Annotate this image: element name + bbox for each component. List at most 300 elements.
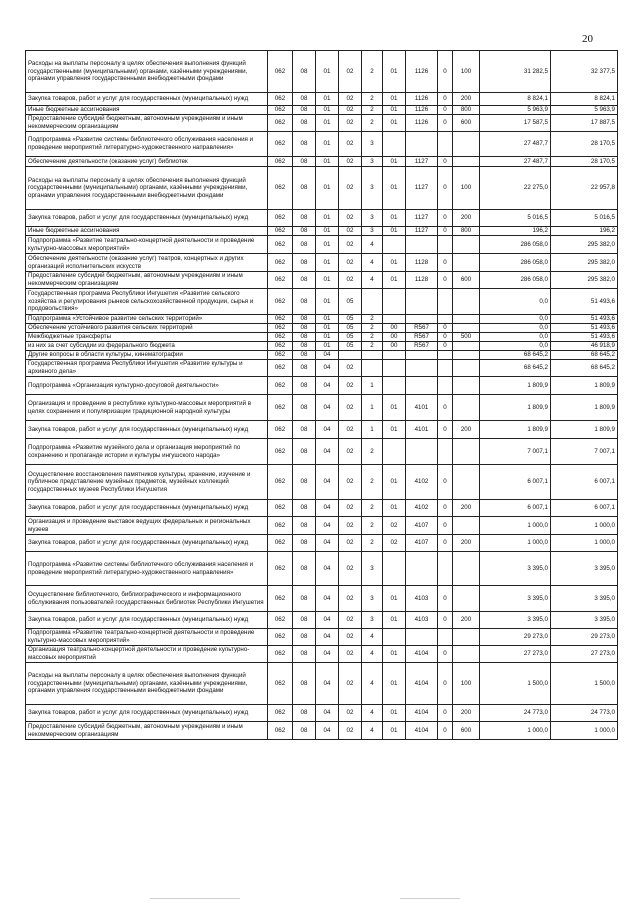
amount-1: 0,0 xyxy=(480,324,551,333)
col-code xyxy=(406,236,438,254)
col-vr xyxy=(453,236,480,254)
col-gr: 062 xyxy=(268,333,293,342)
table-row xyxy=(26,535,618,552)
col-sub: 0 xyxy=(438,115,453,132)
col-pr: 01 xyxy=(316,315,339,324)
amount-2: 51 493,6 xyxy=(551,315,618,324)
col-pr: 04 xyxy=(316,377,339,395)
col-sub xyxy=(438,132,453,157)
col-rz: 08 xyxy=(293,439,316,465)
col-gr: 062 xyxy=(268,629,293,646)
amount-2: 3 395,0 xyxy=(551,552,618,586)
row-name: Обеспечение устойчивого развития сельских территорий xyxy=(26,324,268,333)
row-name: Закупка товаров, работ и услуг для государственных (муниципальных) нужд xyxy=(26,705,268,722)
col-gr: 062 xyxy=(268,342,293,351)
col-om: 01 xyxy=(383,465,406,500)
col-pp: 3 xyxy=(362,210,383,227)
col-gr: 062 xyxy=(268,254,293,272)
col-sub xyxy=(438,377,453,395)
col-gr: 062 xyxy=(268,227,293,236)
col-sub: 0 xyxy=(438,106,453,115)
amount-1: 68 645,2 xyxy=(480,360,551,377)
col-pr: 01 xyxy=(316,167,339,210)
amount-2: 29 273,0 xyxy=(551,629,618,646)
col-rz: 08 xyxy=(293,324,316,333)
col-vr: 100 xyxy=(453,51,480,93)
col-rz: 08 xyxy=(293,236,316,254)
col-om xyxy=(383,377,406,395)
col-om xyxy=(383,552,406,586)
col-pr: 01 xyxy=(316,210,339,227)
amount-1: 5 963,9 xyxy=(480,106,551,115)
col-vr xyxy=(453,646,480,663)
col-pr: 04 xyxy=(316,552,339,586)
col-code xyxy=(406,132,438,157)
col-gr: 062 xyxy=(268,236,293,254)
amount-1: 0,0 xyxy=(480,315,551,324)
col-code: 1128 xyxy=(406,254,438,272)
row-name: Организация театрально-концертной деятельности и проведение культурно-массовых мероприятий xyxy=(26,646,268,663)
table-row xyxy=(26,629,618,646)
col-code xyxy=(406,289,438,315)
row-name: Расходы на выплаты персоналу в целях обеспечения выполнения функций государственными (муниципальными) органами, казёнными учреждениями, органами управления государственными внебюджетными фондами xyxy=(26,663,268,705)
table-row xyxy=(26,167,618,210)
amount-2: 68 645,2 xyxy=(551,360,618,377)
table-row xyxy=(26,465,618,500)
col-vr: 500 xyxy=(453,333,480,342)
row-name: Подпрограмма «Развитие системы библиотечного обслуживания населения и проведение мероприятий литературно-художественного направления» xyxy=(26,552,268,586)
col-code: 4101 xyxy=(406,395,438,421)
amount-2: 68 645,2 xyxy=(551,351,618,360)
table-row xyxy=(26,115,618,132)
col-gp: 02 xyxy=(339,500,362,517)
col-gp: 02 xyxy=(339,236,362,254)
col-vr: 800 xyxy=(453,106,480,115)
col-pp: 2 xyxy=(362,51,383,93)
table-body xyxy=(26,51,618,740)
col-code: 1127 xyxy=(406,227,438,236)
row-name: Расходы на выплаты персоналу в целях обеспечения выполнения функций государственными (муниципальными) органами, казёнными учреждениями, органами управления государственными внебюджетными фондами xyxy=(26,167,268,210)
col-vr xyxy=(453,395,480,421)
col-sub: 0 xyxy=(438,535,453,552)
col-om: 01 xyxy=(383,586,406,612)
col-om: 02 xyxy=(383,517,406,535)
col-pp: 1 xyxy=(362,377,383,395)
col-sub xyxy=(438,289,453,315)
col-pr: 04 xyxy=(316,465,339,500)
col-gp: 02 xyxy=(339,210,362,227)
col-rz: 08 xyxy=(293,227,316,236)
col-code: 4102 xyxy=(406,500,438,517)
col-pp xyxy=(362,289,383,315)
amount-2: 28 170,5 xyxy=(551,157,618,167)
col-rz: 08 xyxy=(293,351,316,360)
budget-table xyxy=(25,50,618,740)
amount-1: 196,2 xyxy=(480,227,551,236)
col-pp: 4 xyxy=(362,629,383,646)
col-gr: 062 xyxy=(268,272,293,289)
col-pp: 1 xyxy=(362,421,383,439)
amount-2: 22 957,8 xyxy=(551,167,618,210)
col-pp: 4 xyxy=(362,236,383,254)
col-om: 01 xyxy=(383,612,406,629)
amount-2: 1 809,9 xyxy=(551,377,618,395)
amount-2: 6 007,1 xyxy=(551,500,618,517)
table-row xyxy=(26,612,618,629)
col-rz: 08 xyxy=(293,517,316,535)
col-code xyxy=(406,377,438,395)
col-pr: 01 xyxy=(316,227,339,236)
row-name: Предоставление субсидий бюджетным, автономным учреждениям и иным некоммерческим организациям xyxy=(26,722,268,740)
amount-2: 1 500,0 xyxy=(551,663,618,705)
col-gr: 062 xyxy=(268,115,293,132)
col-gp: 02 xyxy=(339,395,362,421)
col-pp: 3 xyxy=(362,612,383,629)
col-gr: 062 xyxy=(268,612,293,629)
col-pr: 04 xyxy=(316,500,339,517)
table-row xyxy=(26,93,618,106)
col-om xyxy=(383,315,406,324)
col-gr: 062 xyxy=(268,157,293,167)
col-gp: 02 xyxy=(339,93,362,106)
col-gp: 02 xyxy=(339,360,362,377)
amount-2: 1 000,0 xyxy=(551,535,618,552)
col-vr: 200 xyxy=(453,93,480,106)
col-code: 4101 xyxy=(406,421,438,439)
col-pr: 04 xyxy=(316,722,339,740)
col-vr: 200 xyxy=(453,421,480,439)
row-name: Предоставление субсидий бюджетным, автономным учреждениям и иным некоммерческим организациям xyxy=(26,272,268,289)
amount-1: 24 773,0 xyxy=(480,705,551,722)
col-rz: 08 xyxy=(293,115,316,132)
col-gp: 02 xyxy=(339,663,362,705)
row-name: Закупка товаров, работ и услуг для государственных (муниципальных) нужд xyxy=(26,500,268,517)
col-gr: 062 xyxy=(268,315,293,324)
amount-2: 295 382,0 xyxy=(551,236,618,254)
col-sub xyxy=(438,552,453,586)
amount-2: 1 809,9 xyxy=(551,421,618,439)
scan-mark xyxy=(150,898,240,899)
amount-2: 17 887,5 xyxy=(551,115,618,132)
amount-2: 51 493,6 xyxy=(551,289,618,315)
col-pr: 01 xyxy=(316,115,339,132)
col-gp: 02 xyxy=(339,722,362,740)
row-name: Межбюджетные трансферты xyxy=(26,333,268,342)
col-vr xyxy=(453,377,480,395)
amount-2: 196,2 xyxy=(551,227,618,236)
col-pr: 01 xyxy=(316,324,339,333)
amount-1: 27 487,7 xyxy=(480,157,551,167)
col-om: 01 xyxy=(383,210,406,227)
col-pr: 01 xyxy=(316,236,339,254)
col-om xyxy=(383,439,406,465)
amount-1: 1 000,0 xyxy=(480,535,551,552)
col-gp: 05 xyxy=(339,342,362,351)
col-sub: 0 xyxy=(438,227,453,236)
col-vr xyxy=(453,315,480,324)
col-sub: 0 xyxy=(438,157,453,167)
table-row xyxy=(26,586,618,612)
col-gr: 062 xyxy=(268,421,293,439)
col-vr xyxy=(453,439,480,465)
col-gp: 02 xyxy=(339,586,362,612)
amount-1: 7 007,1 xyxy=(480,439,551,465)
col-rz: 08 xyxy=(293,272,316,289)
row-name: Подпрограмма «Развитие театрально-концертной деятельности и проведение культурно-массовых мероприятий» xyxy=(26,629,268,646)
col-pp: 4 xyxy=(362,705,383,722)
col-pr: 04 xyxy=(316,629,339,646)
row-name: Закупка товаров, работ и услуг для государственных (муниципальных) нужд xyxy=(26,93,268,106)
amount-2: 3 395,0 xyxy=(551,586,618,612)
col-pr: 01 xyxy=(316,254,339,272)
col-gr: 062 xyxy=(268,465,293,500)
col-sub: 0 xyxy=(438,663,453,705)
col-sub: 0 xyxy=(438,465,453,500)
row-name: Закупка товаров, работ и услуг для государственных (муниципальных) нужд xyxy=(26,612,268,629)
col-om: 00 xyxy=(383,333,406,342)
col-pp: 3 xyxy=(362,552,383,586)
col-sub: 0 xyxy=(438,254,453,272)
col-pp: 2 xyxy=(362,106,383,115)
amount-1: 3 395,0 xyxy=(480,612,551,629)
col-pr: 04 xyxy=(316,586,339,612)
table-row xyxy=(26,360,618,377)
col-pp xyxy=(362,360,383,377)
col-pp: 2 xyxy=(362,315,383,324)
col-code: 4102 xyxy=(406,465,438,500)
col-code xyxy=(406,439,438,465)
amount-1: 31 282,5 xyxy=(480,51,551,93)
col-vr: 600 xyxy=(453,115,480,132)
col-sub: 0 xyxy=(438,722,453,740)
col-pp: 2 xyxy=(362,465,383,500)
col-rz: 08 xyxy=(293,289,316,315)
row-name: Иные бюджетные ассигнования xyxy=(26,227,268,236)
col-om: 01 xyxy=(383,500,406,517)
col-gp: 02 xyxy=(339,629,362,646)
col-code xyxy=(406,552,438,586)
col-gr: 062 xyxy=(268,132,293,157)
col-om xyxy=(383,236,406,254)
scan-mark xyxy=(400,898,460,899)
col-pr: 01 xyxy=(316,272,339,289)
col-code: 1127 xyxy=(406,167,438,210)
row-name: Организация и проведение в республике культурно-массовых мероприятий в целях сохранения и популяризации традиционной народной культуры xyxy=(26,395,268,421)
col-rz: 08 xyxy=(293,167,316,210)
col-om: 01 xyxy=(383,421,406,439)
col-sub: 0 xyxy=(438,167,453,210)
row-name: Закупка товаров, работ и услуг для государственных (муниципальных) нужд xyxy=(26,421,268,439)
col-pp: 3 xyxy=(362,586,383,612)
col-sub: 0 xyxy=(438,333,453,342)
col-sub: 0 xyxy=(438,93,453,106)
col-pp: 1 xyxy=(362,395,383,421)
col-pr: 04 xyxy=(316,646,339,663)
col-gr: 062 xyxy=(268,289,293,315)
col-pp: 2 xyxy=(362,535,383,552)
col-gp: 02 xyxy=(339,612,362,629)
col-vr xyxy=(453,517,480,535)
amount-1: 1 809,9 xyxy=(480,421,551,439)
amount-1: 27 487,7 xyxy=(480,132,551,157)
row-name: Осуществление восстановления памятников культуры, хранение, изучение и публичное представление музейных предметов, музейных коллекций государственных музеев Республики Ингушетия xyxy=(26,465,268,500)
col-code xyxy=(406,315,438,324)
col-gr: 062 xyxy=(268,705,293,722)
col-pr: 01 xyxy=(316,51,339,93)
table-row xyxy=(26,705,618,722)
col-rz: 08 xyxy=(293,157,316,167)
col-gp xyxy=(339,351,362,360)
col-vr xyxy=(453,157,480,167)
table-row xyxy=(26,663,618,705)
table-row xyxy=(26,272,618,289)
col-om: 00 xyxy=(383,324,406,333)
col-pr: 04 xyxy=(316,705,339,722)
amount-2: 295 382,0 xyxy=(551,254,618,272)
col-sub: 0 xyxy=(438,210,453,227)
col-gr: 062 xyxy=(268,646,293,663)
row-name: Подпрограмма «Развитие театрально-концертной деятельности и проведение культурно-массовых мероприятий» xyxy=(26,236,268,254)
col-code: 1127 xyxy=(406,157,438,167)
col-gp: 02 xyxy=(339,535,362,552)
col-code: 1127 xyxy=(406,210,438,227)
col-gp: 05 xyxy=(339,333,362,342)
row-name: из них за счет субсидии из федерального бюджета xyxy=(26,342,268,351)
col-gp: 02 xyxy=(339,705,362,722)
col-om: 01 xyxy=(383,272,406,289)
col-gp: 02 xyxy=(339,272,362,289)
col-gp: 02 xyxy=(339,115,362,132)
table-row xyxy=(26,289,618,315)
col-om: 01 xyxy=(383,663,406,705)
amount-1: 1 809,9 xyxy=(480,395,551,421)
col-pr: 01 xyxy=(316,289,339,315)
col-vr: 200 xyxy=(453,705,480,722)
amount-1: 286 058,0 xyxy=(480,236,551,254)
table-row xyxy=(26,377,618,395)
col-pp: 4 xyxy=(362,254,383,272)
amount-1: 0,0 xyxy=(480,333,551,342)
table-row xyxy=(26,333,618,342)
table-row xyxy=(26,315,618,324)
col-pr: 04 xyxy=(316,517,339,535)
table-row xyxy=(26,722,618,740)
col-code: 1126 xyxy=(406,115,438,132)
col-code: R567 xyxy=(406,333,438,342)
col-om: 01 xyxy=(383,115,406,132)
col-rz: 08 xyxy=(293,254,316,272)
col-sub: 0 xyxy=(438,272,453,289)
col-sub: 0 xyxy=(438,324,453,333)
col-sub: 0 xyxy=(438,646,453,663)
col-vr xyxy=(453,254,480,272)
amount-1: 3 395,0 xyxy=(480,586,551,612)
row-name: Иные бюджетные ассигнования xyxy=(26,106,268,115)
col-rz: 08 xyxy=(293,586,316,612)
col-gr: 062 xyxy=(268,517,293,535)
col-om: 01 xyxy=(383,106,406,115)
col-om xyxy=(383,289,406,315)
col-vr xyxy=(453,132,480,157)
amount-2: 27 273,0 xyxy=(551,646,618,663)
amount-2: 7 007,1 xyxy=(551,439,618,465)
col-gp: 02 xyxy=(339,157,362,167)
table-row xyxy=(26,236,618,254)
col-gr: 062 xyxy=(268,500,293,517)
col-gr: 062 xyxy=(268,439,293,465)
col-pr: 04 xyxy=(316,535,339,552)
col-gp: 02 xyxy=(339,421,362,439)
col-vr: 800 xyxy=(453,227,480,236)
col-om xyxy=(383,132,406,157)
col-rz: 08 xyxy=(293,535,316,552)
col-vr: 200 xyxy=(453,535,480,552)
col-vr: 200 xyxy=(453,612,480,629)
amount-1: 6 007,1 xyxy=(480,465,551,500)
col-rz: 08 xyxy=(293,93,316,106)
table-row xyxy=(26,227,618,236)
col-pp: 3 xyxy=(362,167,383,210)
col-vr xyxy=(453,324,480,333)
col-gr: 062 xyxy=(268,377,293,395)
table-row xyxy=(26,342,618,351)
col-gp: 02 xyxy=(339,106,362,115)
page-number: 20 xyxy=(582,33,593,45)
col-pr: 01 xyxy=(316,342,339,351)
table-row xyxy=(26,132,618,157)
amount-2: 3 395,0 xyxy=(551,612,618,629)
col-pp: 2 xyxy=(362,324,383,333)
table-row xyxy=(26,254,618,272)
col-gp: 05 xyxy=(339,289,362,315)
col-vr: 100 xyxy=(453,663,480,705)
amount-2: 28 170,5 xyxy=(551,132,618,157)
col-gr: 062 xyxy=(268,167,293,210)
col-pr: 04 xyxy=(316,612,339,629)
amount-1: 17 587,5 xyxy=(480,115,551,132)
row-name: Закупка товаров, работ и услуг для государственных (муниципальных) нужд xyxy=(26,535,268,552)
row-name: Закупка товаров, работ и услуг для государственных (муниципальных) нужд xyxy=(26,210,268,227)
col-om: 01 xyxy=(383,157,406,167)
col-gr: 062 xyxy=(268,210,293,227)
amount-2: 1 809,9 xyxy=(551,395,618,421)
table-row xyxy=(26,351,618,360)
col-gp: 02 xyxy=(339,132,362,157)
col-rz: 08 xyxy=(293,722,316,740)
col-om: 01 xyxy=(383,254,406,272)
col-rz: 08 xyxy=(293,500,316,517)
col-pr: 04 xyxy=(316,351,339,360)
col-pp: 3 xyxy=(362,227,383,236)
col-om: 01 xyxy=(383,227,406,236)
col-code: 1128 xyxy=(406,272,438,289)
amount-2: 1 000,0 xyxy=(551,722,618,740)
col-pp: 3 xyxy=(362,132,383,157)
col-sub: 0 xyxy=(438,395,453,421)
col-om: 01 xyxy=(383,51,406,93)
col-pp: 2 xyxy=(362,517,383,535)
amount-1: 286 058,0 xyxy=(480,254,551,272)
col-sub: 0 xyxy=(438,51,453,93)
col-rz: 08 xyxy=(293,705,316,722)
table-row xyxy=(26,51,618,93)
col-code: R567 xyxy=(406,324,438,333)
col-rz: 08 xyxy=(293,663,316,705)
col-om: 01 xyxy=(383,646,406,663)
col-code: 4104 xyxy=(406,663,438,705)
col-gr: 062 xyxy=(268,324,293,333)
table-row xyxy=(26,646,618,663)
